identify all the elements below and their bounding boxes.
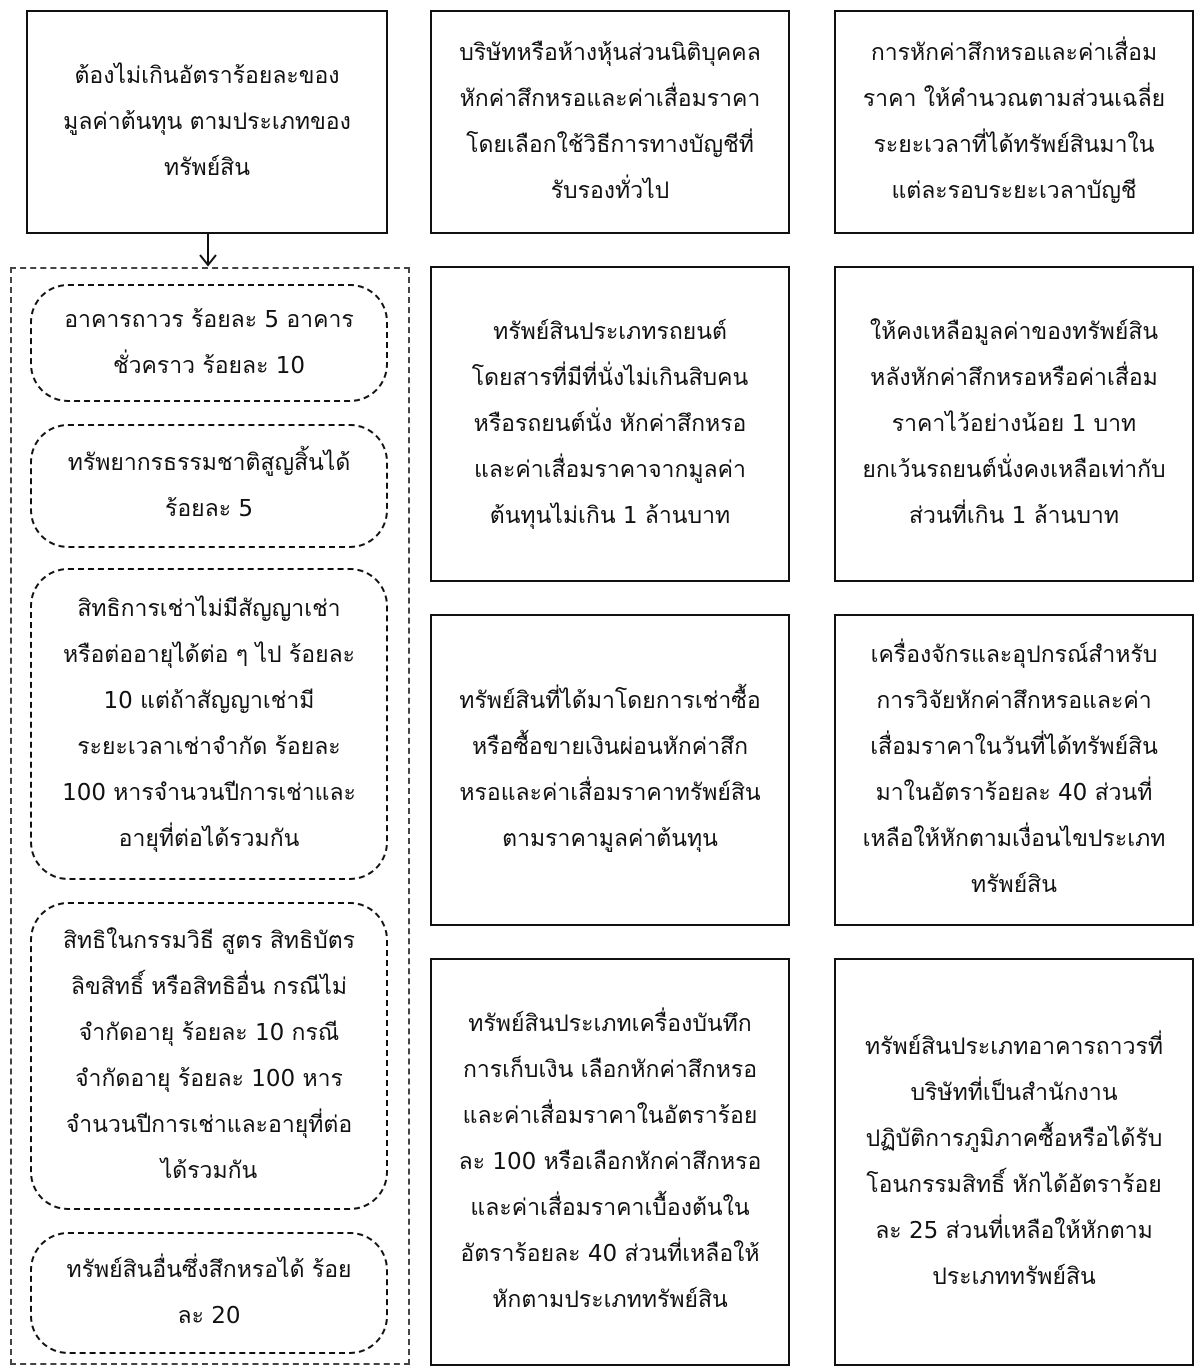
header-box — [26, 10, 388, 234]
right-box-regional-office-building — [834, 958, 1194, 1366]
right-box-text: การหักค่าสึกหรอและค่าเสื่อม ราคา ให้คำนวณตามส่วนเฉลี่ย ระยะเวลาที่ได้ทรัพย์สินมาใน แต่ละรอบระยะเวลาบัญชี — [862, 40, 1166, 204]
right-box-text: เครื่องจักรและอุปกรณ์สำหรับ การวิจัยหักค่าสึกหรอและค่า เสื่อมราคาในวันที่ได้ทรัพย์สิน มาในอัตราร้อยละ 40 ส่วนที่ เหลือให้หักตามเงื่อนไขประเภท ทรัพย์สิน — [862, 642, 1166, 898]
rate-item-text: ทรัพย์สินอื่นซึ่งสึกหรอได้ ร้อย ละ 20 — [66, 1257, 352, 1329]
middle-box-cash-register — [430, 958, 790, 1366]
right-box-research-equipment — [834, 614, 1194, 926]
middle-box-text: ทรัพย์สินประเภทเครื่องบันทึก การเก็บเงิน เลือกหักค่าสึกหรอ และค่าเสื่อมราคาในอัตราร้อย ละ 100 หรือเลือกหักค่าสึกหรอ และค่าเสื่อมราคาเบื้องต้นใน อัตราร้อยละ 40 ส่วนที่เหลือให้ หักตามประเภททรัพย์สิน — [458, 1011, 762, 1313]
middle-box-passenger-car — [430, 266, 790, 582]
rate-item-other-assets — [30, 1232, 388, 1354]
rate-item-text: ทรัพยากรธรรมชาติสูญสิ้นได้ ร้อยละ 5 — [67, 450, 351, 522]
middle-box-text: ทรัพย์สินประเภทรถยนต์ โดยสารที่มีที่นั่งไม่เกินสิบคน หรือรถยนต์นั่ง หักค่าสึกหรอ และค่าเสื่อมราคาจากมูลค่า ต้นทุนไม่เกิน 1 ล้านบาท — [471, 319, 749, 529]
rate-item-text: สิทธิการเช่าไม่มีสัญญาเช่า หรือต่ออายุได้ต่อ ๆ ไป ร้อยละ 10 แต่ถ้าสัญญาเช่ามี ระยะเวลาเช่าจำกัด ร้อยละ 100 หารจำนวนปีการเช่าและ อายุที่ต่อได้รวมกัน — [62, 596, 356, 852]
rate-item-buildings — [30, 284, 388, 402]
rate-item-text: สิทธิในกรรมวิธี สูตร สิทธิบัตร ลิขสิทธิ์ หรือสิทธิอื่น กรณีไม่ จำกัดอายุ ร้อยละ 10 กรณี จำกัดอายุ ร้อยละ 100 หาร จำนวนปีการเช่าและอายุที่ต่อ ได้รวมกัน — [62, 928, 355, 1184]
middle-box-text: บริษัทหรือห้างหุ้นส่วนนิติบุคคล หักค่าสึกหรอและค่าเสื่อมราคา โดยเลือกใช้วิธีการทางบัญชีที่ รับรองทั่วไป — [459, 40, 761, 204]
right-box-average-period — [834, 10, 1194, 234]
middle-box-accounting-method — [430, 10, 790, 234]
rate-item-text: อาคารถาวร ร้อยละ 5 อาคาร ชั่วคราว ร้อยละ 10 — [64, 307, 354, 379]
right-box-residual-value — [834, 266, 1194, 582]
header-box-text: ต้องไม่เกินอัตราร้อยละของ มูลค่าต้นทุน ตามประเภทของ ทรัพย์สิน — [63, 63, 351, 181]
middle-box-text: ทรัพย์สินที่ได้มาโดยการเช่าซื้อ หรือซื้อขายเงินผ่อนหักค่าสึก หรอและค่าเสื่อมราคาทรัพย์สิน ตามราคามูลค่าต้นทุน — [459, 688, 761, 852]
middle-box-hire-purchase — [430, 614, 790, 926]
right-box-text: ให้คงเหลือมูลค่าของทรัพย์สิน หลังหักค่าสึกหรอหรือค่าเสื่อม ราคาไว้อย่างน้อย 1 บาท ยกเว้นรถยนต์นั่งคงเหลือเท่ากับ ส่วนที่เกิน 1 ล้านบาท — [862, 319, 1166, 529]
rate-item-intellectual-rights — [30, 902, 388, 1210]
rate-item-lease-rights — [30, 568, 388, 880]
rate-item-natural-resources — [30, 424, 388, 548]
right-box-text: ทรัพย์สินประเภทอาคารถาวรที่ บริษัทที่เป็นสำนักงาน ปฏิบัติการภูมิภาคซื้อหรือได้รับ โอนกรรมสิทธิ์ หักได้อัตราร้อย ละ 25 ส่วนที่เหลือให้หักตาม ประเภททรัพย์สิน — [864, 1034, 1164, 1290]
down-arrow-connector — [195, 233, 221, 271]
